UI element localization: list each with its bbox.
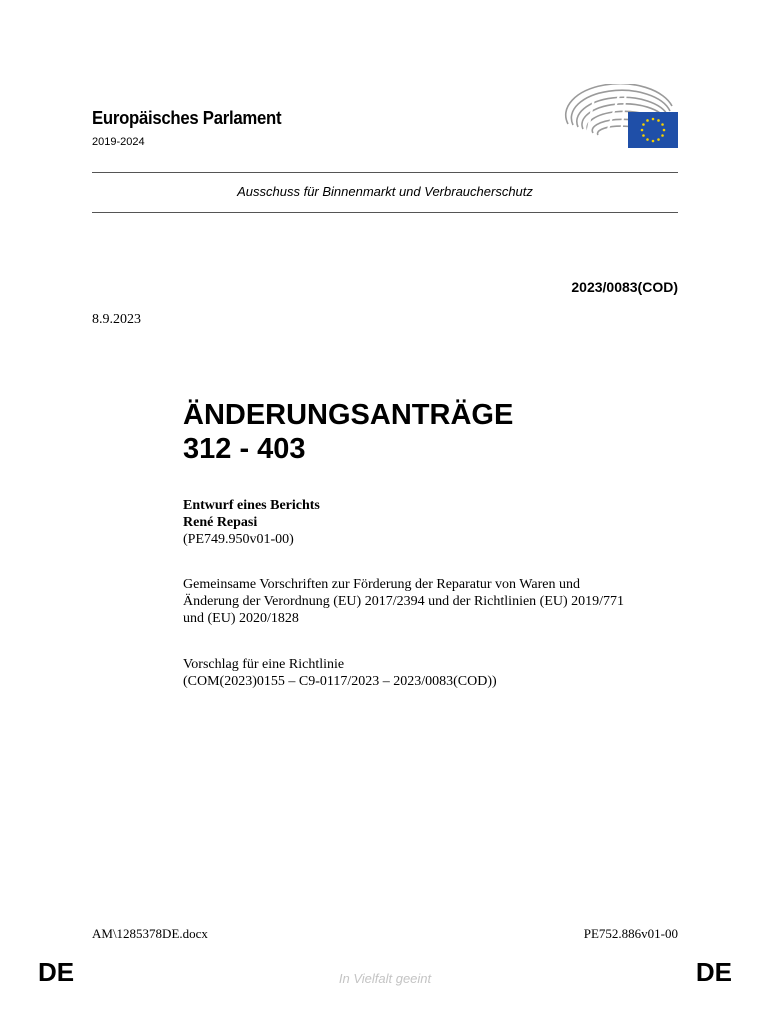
- document-date: 8.9.2023: [92, 312, 141, 327]
- proposal-line-1: Vorschlag für eine Richtlinie: [183, 657, 345, 672]
- document-title: [183, 398, 513, 466]
- subject-line-2: Änderung der Verordnung (EU) 2017/2394 und der Richtlinien (EU) 2019/771: [183, 594, 625, 609]
- flag-star-icon: [663, 129, 666, 132]
- flag-star-icon: [657, 138, 660, 141]
- subject-line-1: Gemeinsame Vorschriften zur Förderung der Reparatur von Waren und: [183, 577, 580, 592]
- file-name: AM\1285378DE.docx: [92, 926, 208, 941]
- draft-reference: (PE749.950v01-00): [183, 532, 294, 547]
- flag-star-icon: [642, 123, 645, 126]
- flag-star-icon: [641, 129, 644, 132]
- flag-star-icon: [652, 140, 655, 143]
- title-line-2: 312 - 403: [183, 433, 306, 465]
- draft-report-block: [183, 497, 683, 548]
- committee-name: Ausschuss für Binnenmarkt und Verbraucherschutz: [237, 184, 533, 199]
- proposal-block: [183, 656, 683, 690]
- rapporteur-name: René Repasi: [183, 515, 258, 530]
- header-rule-bottom: [92, 212, 678, 213]
- organisation-name: Europäisches Parlament: [92, 108, 282, 128]
- flag-star-icon: [657, 119, 660, 122]
- flag-star-icon: [642, 134, 645, 137]
- flag-star-icon: [646, 119, 649, 122]
- subject-block: [183, 576, 683, 627]
- header-rule-top: [92, 172, 678, 173]
- eu-flag-icon: [628, 112, 678, 148]
- draft-label: Entwurf eines Berichts: [183, 498, 320, 513]
- language-code-right: DE: [695, 957, 732, 987]
- subject-line-3: und (EU) 2020/1828: [183, 611, 299, 626]
- flag-star-icon: [661, 123, 664, 126]
- pe-number: PE752.886v01-00: [583, 926, 678, 941]
- proposal-line-2: (COM(2023)0155 – C9-0117/2023 – 2023/0083(COD)): [183, 674, 497, 689]
- title-line-1: ÄNDERUNGSANTRÄGE: [183, 399, 514, 431]
- european-parliament-logo-icon: [560, 84, 680, 150]
- parliamentary-term: 2019-2024: [92, 136, 145, 148]
- flag-star-icon: [652, 118, 655, 121]
- flag-star-icon: [646, 138, 649, 141]
- eu-motto: In Vielfalt geeint: [338, 971, 432, 986]
- flag-star-icon: [661, 134, 664, 137]
- procedure-reference: 2023/0083(COD): [571, 279, 678, 295]
- language-code-left: DE: [38, 957, 75, 987]
